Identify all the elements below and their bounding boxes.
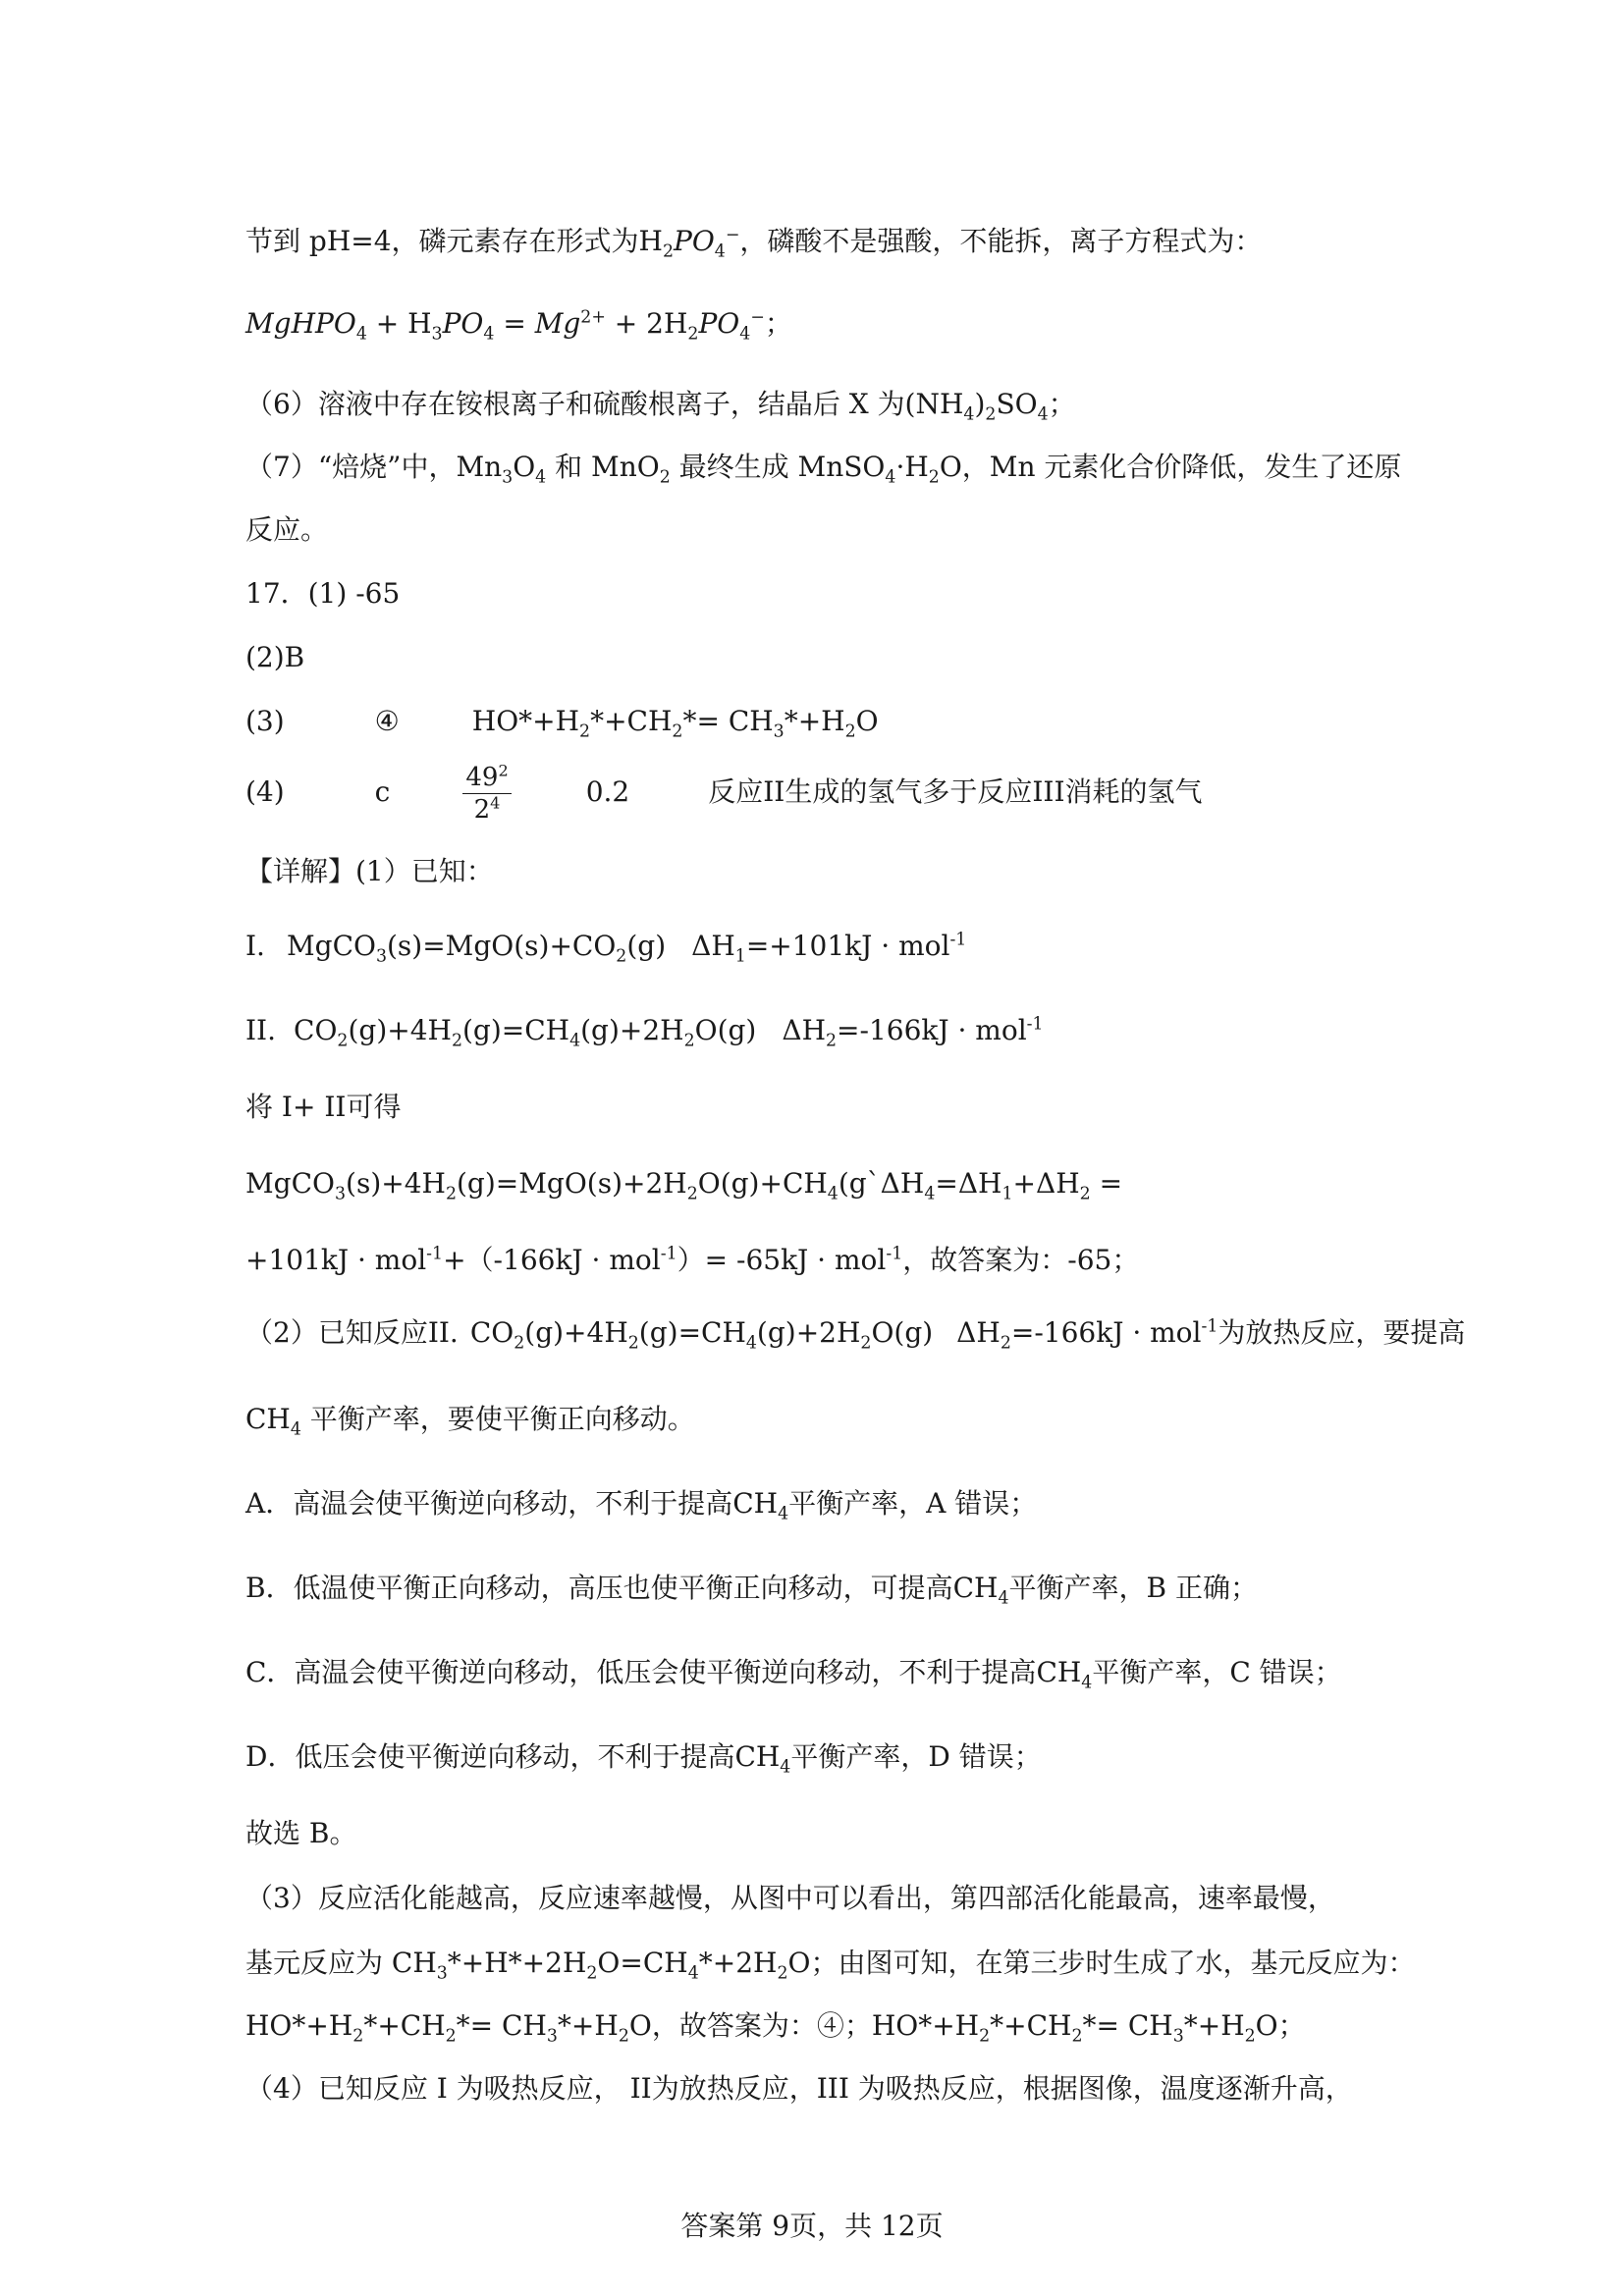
option-d: D．低压会使平衡逆向移动，不利于提高$CH_4$平衡产率，D 错误； [245,1740,1042,1778]
detail-2-line-2: $CH_4$ 平衡产率，要使平衡正向移动。 [245,1403,695,1440]
page-footer: 答案第 9页，共 12页 [680,2210,944,2242]
text-line-reaction: 反应。 [245,513,329,546]
enthalpy-computation: +101kJ · mol$^{-1}$+（-166kJ · mol$^{-1}$）= -65kJ · mol$^{-1}$，故答案为：-65； [245,1244,1140,1276]
answer-17-4: (4) c $\frac{49^2}{2^4}$ 0.2 反应II生成的氢气多于反应III消耗的氢气 [245,761,1203,825]
text-line-6: （6）溶液中存在铵根离子和硫酸根离子，结晶后 X 为$(NH_4)_2SO_4$； [245,388,1076,425]
detail-2-line-1: （2）已知反应II. $CO_2(g)+4H_2(g)=CH_4(g)+2H_2O(g) \Delta H_2=-166kJ \cdot mol^{-1}$为放热反应，要提高 [245,1316,1466,1354]
text-line-1: 节到 pH=4，磷元素存在形式为$H_2PO_4^-$，磷酸不是强酸，不能拆，离子方程式为： [245,225,1263,262]
detail-3-line-2: 基元反应为 $CH_3*+H*+2H_2O=CH_4*+2H_2O$；由图可知，在第三步时生成了水，基元反应为： [245,1947,1416,1984]
detail-4-line-1: （4）已知反应 I 为吸热反应， II为放热反应，III 为吸热反应，根据图像，温度逐渐升高， [245,2072,1353,2105]
equation-II: II. $CO_2(g)+4H_2(g)=CH_4(g)+2H_2O(g) \Delta H_2=-166kJ \cdot mol^{-1}$ [245,1014,1044,1051]
text-line-7: （7）“焙烧”中，$Mn_3O_4$ 和 MnO$_2$ 最终生成 $MnSO_4\cdot H_2O$，Mn 元素化合价降低，发生了还原 [245,451,1402,488]
choose-b: 故选 B。 [245,1817,357,1849]
option-a: A．高温会使平衡逆向移动，不利于提高$CH_4$平衡产率，A 错误； [245,1487,1038,1524]
equation-I: I. $MgCO_3(s)=MgO(s)+CO_2(g) \Delta H_1=+101kJ \cdot mol^{-1}$ [245,930,967,967]
fraction: $\frac{49^2}{2^4}$ [462,762,511,826]
detail-heading: 【详解】(1）已知： [245,855,494,887]
ionic-equation: MgHPO$_4$ + $H_3PO_4 = Mg^{2+} + 2H_2PO_4^-$； [245,307,792,345]
option-c: C．高温会使平衡逆向移动，低压会使平衡逆向移动，不利于提高$CH_4$平衡产率，C 错误； [245,1656,1342,1693]
answer-17-1: 17．(1) -65 [245,577,401,610]
answer-17-2: (2)B [245,641,305,673]
combined-equation: $MgCO_3(s)+4H_2(g)=MgO(s)+2H_2O(g)+CH_4(g`\Delta H_4=\Delta H_1+\Delta H_2$ = [245,1167,1123,1204]
detail-3-line-1: （3）反应活化能越高，反应速率越慢，从图中可以看出，第四部活化能最高，速率最慢， [245,1882,1335,1914]
combine-line: 将 I+ II可得 [245,1091,402,1123]
option-b: B．低温使平衡正向移动，高压也使平衡正向移动，可提高$CH_4$平衡产率，B 正确； [245,1572,1258,1609]
h2po4-formula: $H_2PO_4^-$ [638,225,740,262]
answer-17-3: (3) ④ $HO*+H_2*+CH_2*= CH_3*+H_2O$ [245,705,879,742]
detail-3-line-3: $HO*+H_2*+CH_2*= CH_3*+H_2O$，故答案为：④；$HO*+H_2*+CH_2*= CH_3*+H_2O$； [245,2009,1306,2047]
